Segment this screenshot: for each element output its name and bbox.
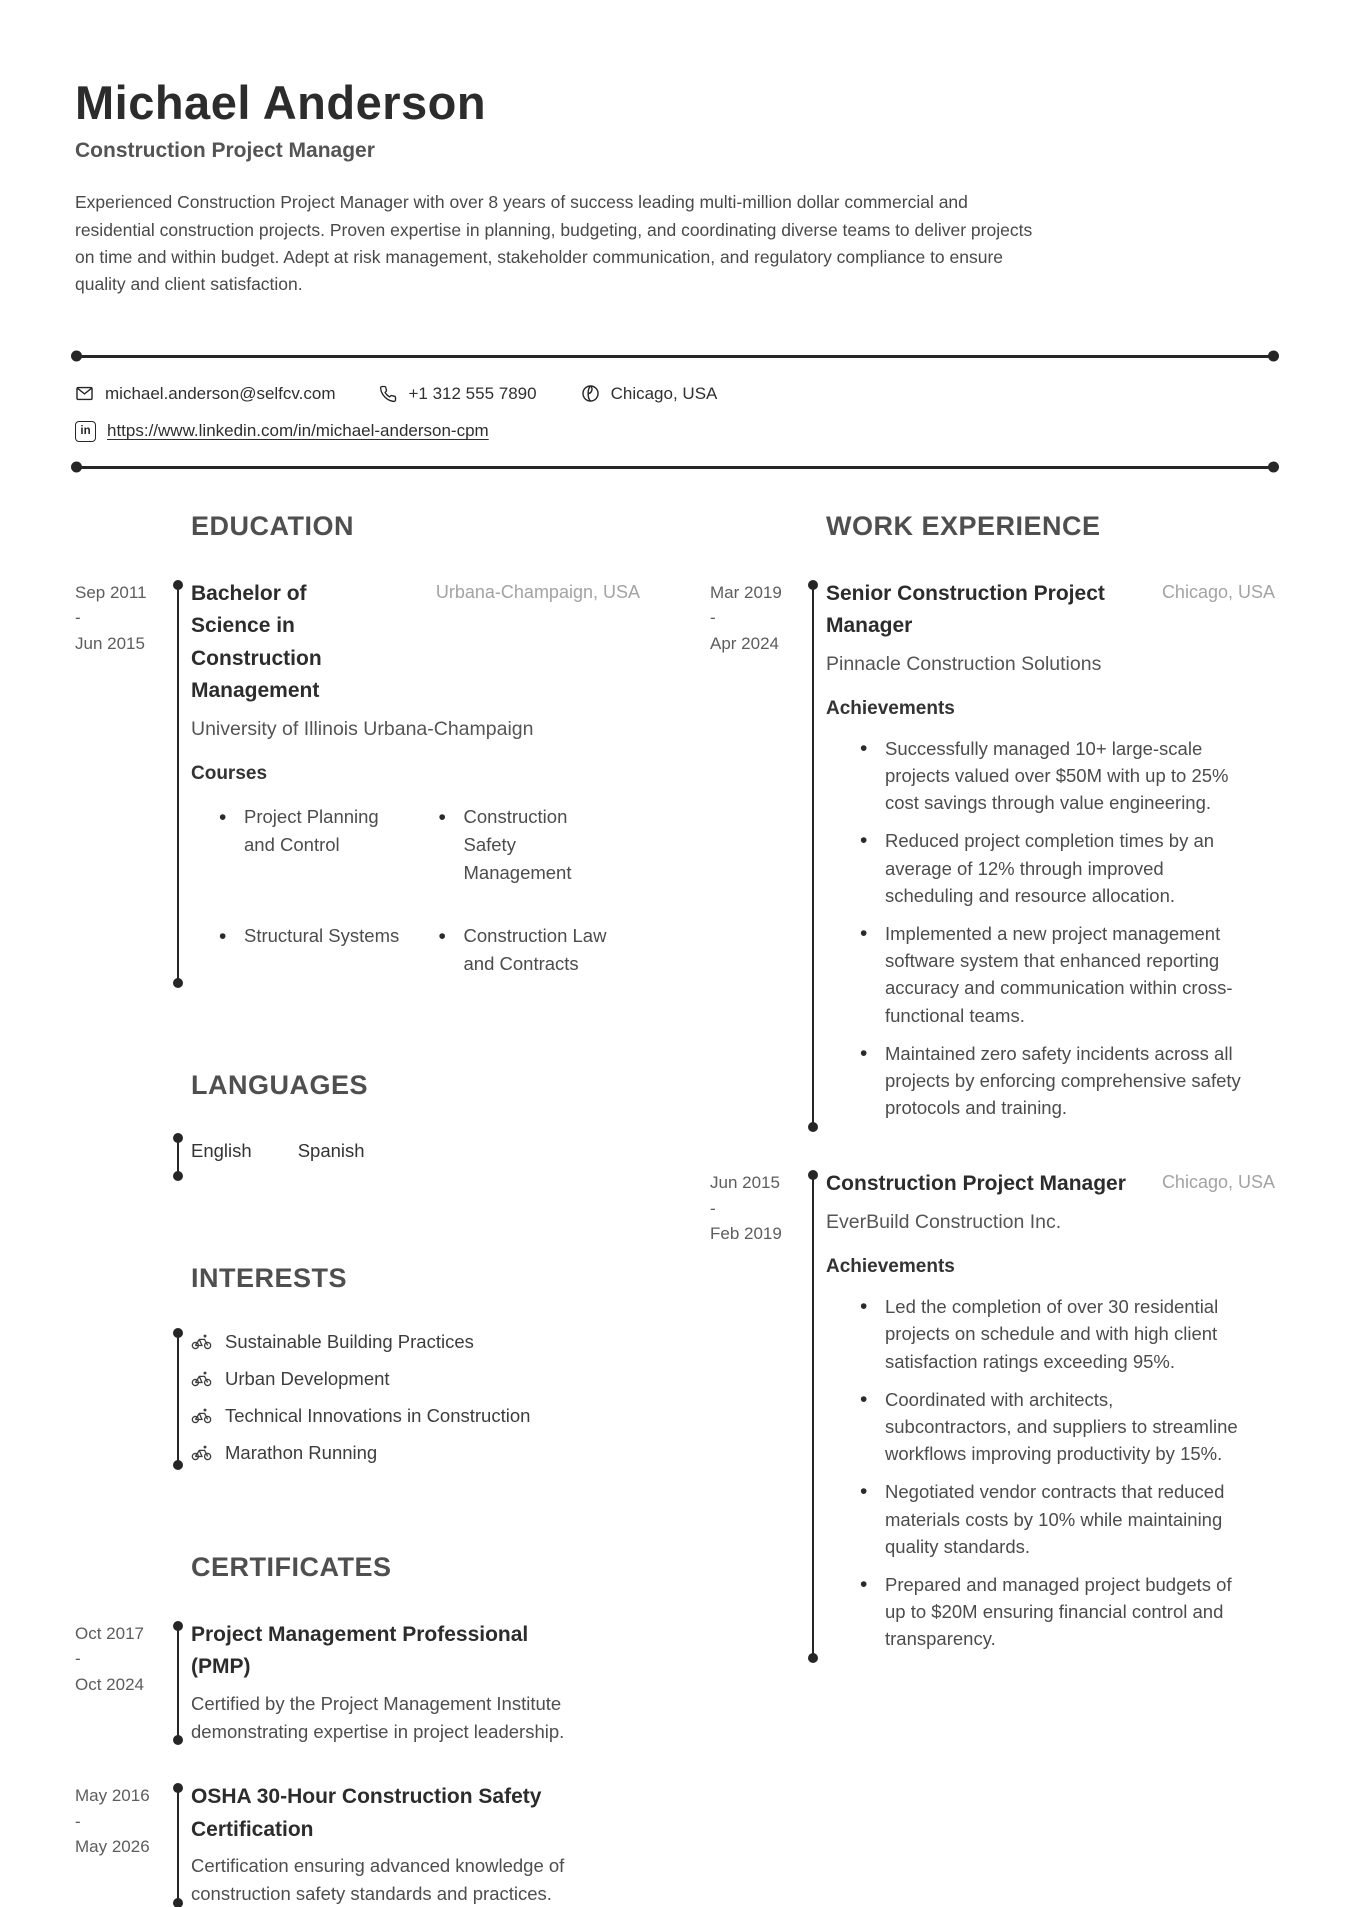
language-item: Spanish	[297, 1139, 365, 1161]
course-item: • Structural Systems	[219, 922, 421, 978]
timeline	[165, 1326, 191, 1470]
location-text: Chicago, USA	[610, 383, 718, 403]
education-body	[191, 578, 640, 988]
achievement-item: • Coordinated with architects, subcontractors, and suppliers to streamline workflows improving productivity by 15%.	[860, 1386, 1242, 1468]
education-section-head	[75, 511, 640, 542]
certificate-entry	[75, 1781, 640, 1907]
email-text: michael.anderson@selfcv.com	[105, 383, 336, 403]
phone-text: +1 312 555 7890	[408, 383, 537, 403]
certificate-title: Project Management Professional (PMP)	[191, 1622, 529, 1679]
achievement-item: • Led the completion of over 30 residential projects on schedule and with high client satisfaction ratings exceeding 95%.	[860, 1293, 1242, 1375]
cyclist-icon	[191, 1408, 212, 1424]
interests-section-head	[75, 1263, 640, 1294]
job-title-text: Senior Construction Project Manager	[826, 581, 1105, 638]
education-entry	[75, 578, 640, 988]
language-item: English	[191, 1139, 252, 1161]
achievement-item: • Maintained zero safety incidents across all projects by enforcing comprehensive safety protocols and training.	[860, 1040, 1242, 1122]
timeline	[165, 578, 191, 988]
certificates-section-head	[75, 1552, 640, 1583]
achievement-item: • Negotiated vendor contracts that reduced materials costs by 10% while maintaining quality standards.	[860, 1478, 1242, 1560]
degree-title: Bachelor of Science in Construction Management	[191, 581, 322, 703]
languages-section-head	[75, 1070, 640, 1101]
certificate-description: Certification ensuring advanced knowledge of construction safety standards and practices.	[191, 1855, 565, 1905]
timeline	[165, 1781, 191, 1907]
interest-item: Sustainable Building Practices	[191, 1331, 640, 1353]
course-item: • Construction Safety Management	[439, 803, 641, 886]
timeline	[800, 1168, 826, 1663]
languages-list	[191, 1131, 640, 1181]
achievement-item: • Successfully managed 10+ large-scale projects valued over $50M with up to 25% cost savings through value engineering.	[860, 735, 1242, 817]
courses-label: Courses	[191, 763, 268, 785]
timeline	[800, 578, 826, 1133]
candidate-name: Michael Anderson	[75, 76, 487, 129]
job-title: Construction Project Manager	[75, 139, 375, 163]
location-globe-icon	[581, 384, 600, 403]
contact-row	[75, 384, 1275, 404]
divider-top	[75, 355, 1275, 358]
certificate-dates: May 2016 - May 2026	[75, 1786, 150, 1857]
contact-location	[581, 384, 718, 404]
linkedin-icon: in	[75, 421, 96, 442]
left-column	[75, 511, 640, 1907]
cyclist-icon	[191, 1334, 212, 1350]
cyclist-icon	[191, 1445, 212, 1461]
job-location: Chicago, USA	[1161, 1172, 1275, 1193]
contact-email	[75, 384, 335, 404]
certificate-entry	[75, 1619, 640, 1746]
company-name: EverBuild Construction Inc.	[826, 1210, 1062, 1233]
job-entry	[710, 1168, 1275, 1663]
languages-entry	[75, 1131, 640, 1181]
right-column	[710, 511, 1275, 1907]
job-title-text: Construction Project Manager	[826, 1172, 1126, 1196]
certificate-description: Certified by the Project Management Institute demonstrating expertise in project leadership.	[191, 1692, 565, 1742]
interests-heading: INTERESTS	[191, 1262, 348, 1293]
timeline	[165, 1131, 191, 1181]
contact-phone	[379, 384, 536, 404]
interests-entry	[75, 1326, 640, 1470]
linkedin-link[interactable]: https://www.linkedin.com/in/michael-anderson-cpm	[107, 421, 489, 441]
interests-list	[191, 1326, 640, 1470]
achievement-item: • Implemented a new project management software system that enhanced reporting accuracy and communication within cross-functional teams.	[860, 920, 1242, 1029]
certificate-dates: Oct 2017 - Oct 2024	[75, 1623, 144, 1694]
summary-text: Experienced Construction Project Manager with over 8 years of success leading multi-million dollar commercial and residential construction projects. Proven expertise in planning, budgeting, and coordinating diverse teams to deliver projects on time and within budget. Adept at risk management, stakeholder communication, and regulatory compliance to ensure quality and client satisfaction.	[75, 192, 1033, 295]
education-location: Urbana-Champaign, USA	[435, 581, 640, 602]
education-dates: Sep 2011 - Jun 2015	[75, 582, 147, 653]
interest-item: Marathon Running	[191, 1442, 640, 1464]
achievements-list	[860, 735, 1242, 1121]
course-item: • Construction Law and Contracts	[439, 922, 641, 978]
cyclist-icon	[191, 1371, 212, 1387]
job-location: Chicago, USA	[1161, 581, 1275, 602]
divider-bottom	[75, 466, 1275, 469]
experience-heading: WORK EXPERIENCE	[826, 510, 1101, 541]
achievements-list	[860, 1293, 1242, 1652]
job-entry	[710, 578, 1275, 1133]
interest-item: Urban Development	[191, 1368, 640, 1390]
email-icon	[75, 384, 94, 403]
course-item: • Project Planning and Control	[219, 803, 421, 886]
school-name: University of Illinois Urbana-Champaign	[191, 717, 534, 740]
education-heading: EDUCATION	[191, 510, 354, 541]
certificate-title: OSHA 30-Hour Construction Safety Certification	[191, 1785, 542, 1841]
certificates-heading: CERTIFICATES	[191, 1551, 392, 1582]
company-name: Pinnacle Construction Solutions	[826, 652, 1102, 675]
courses-list	[219, 803, 640, 978]
main-columns	[75, 511, 1275, 1907]
interest-item: Technical Innovations in Construction	[191, 1405, 640, 1427]
languages-heading: LANGUAGES	[191, 1069, 369, 1100]
achievement-item: • Reduced project completion times by an average of 12% through improved scheduling and resource allocation.	[860, 827, 1242, 909]
experience-section-head	[710, 511, 1275, 542]
achievements-label: Achievements	[826, 697, 955, 719]
linkedin-row	[75, 421, 1275, 442]
job-dates: Jun 2015 - Feb 2019	[710, 1173, 782, 1244]
achievements-label: Achievements	[826, 1256, 955, 1278]
achievement-item: • Prepared and managed project budgets of up to $20M ensuring financial control and transparency.	[860, 1571, 1242, 1653]
job-dates: Mar 2019 - Apr 2024	[710, 582, 782, 653]
timeline	[165, 1619, 191, 1746]
phone-icon	[379, 385, 397, 403]
